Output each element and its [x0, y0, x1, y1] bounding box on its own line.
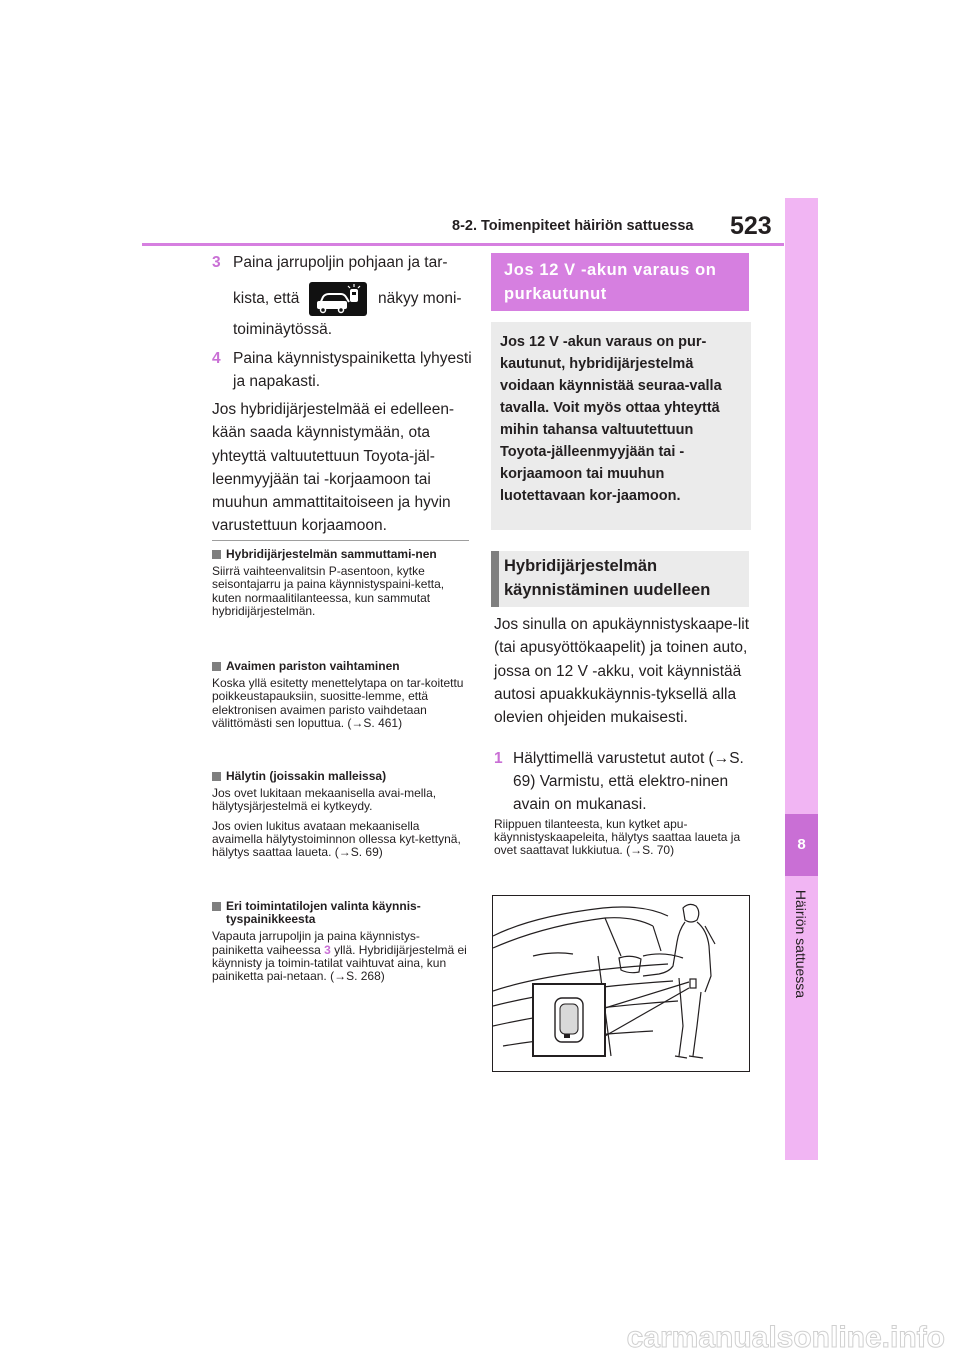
section-heading-battery [491, 253, 749, 311]
step-number: 3 [212, 254, 221, 271]
section-heading-text: Hybridijärjestelmän käynnistäminen uudelleen [504, 557, 711, 599]
heading-accent-bar [491, 551, 499, 607]
key-in-car-indicator-icon [309, 282, 367, 316]
divider [212, 540, 469, 541]
note-title-text: Hälytin (joissakin malleissa) [226, 769, 387, 783]
step-4 [212, 347, 477, 395]
note-body: Jos ovet lukitaan mekaanisella avai-mella, hälytysjärjestelmä ei kytkeydy. [212, 786, 437, 814]
body-paragraph: Jos sinulla on apukäynnistyskaape-lit (tai apusyöttökaapelit) ja toinen auto, jossa on 12 V -akku, voit käynnistää autosi apuakkukäynnis-tyksellä alla olevien ohjeiden mukaisesti. [494, 616, 750, 727]
chapter-label: Häiriön sattuessa [793, 889, 809, 999]
step-number: 4 [212, 350, 221, 367]
note-title [212, 660, 470, 673]
note-title [212, 770, 470, 783]
chapter-tab [785, 198, 818, 1160]
square-bullet-icon [212, 662, 221, 671]
info-box-text: Jos 12 V -akun varaus on pur-kautunut, hybridijärjestelmä voidaan käynnistää seuraa-valla tavalla. Voit myös ottaa yhteyttä mihin tahansa valtuutettuun Toyota-jälleenmyyjään tai -korjaamoon tai muuhun luotettavaan kor-jaamoon. [500, 334, 722, 504]
step-text-line: Paina jarrupoljin pohjaan ja tar- [233, 254, 448, 271]
header-rule [142, 243, 784, 246]
note-block [212, 548, 470, 618]
note-body-text: yllä. Hybridijärjestelmä ei käynnisty ja toimin-tatilat vaihtuvat aina, kun painiketta pai-netaan. (→S. 268) [212, 942, 467, 984]
section-title: 8-2. Toimenpiteet häiriön sattuessa [452, 218, 694, 234]
step-text: Hälyttimellä varustetut autot (→S. 69) Varmistu, että elektro-ninen avain on mukanasi. [513, 750, 744, 813]
page-number: 523 [730, 212, 772, 240]
chapter-number-badge [785, 814, 818, 876]
footer-watermark [0, 1300, 960, 1358]
step-1 [494, 747, 756, 813]
watermark-text: carmanualsonline.info [626, 1321, 945, 1354]
square-bullet-icon [212, 772, 221, 781]
note-block [212, 900, 470, 983]
note-title [212, 900, 470, 926]
note-title-text: Eri toimintatilojen valinta käynnis-tyspainikkeesta [226, 899, 421, 927]
step-text-line: näkyy moni- [378, 290, 462, 307]
note-block [212, 770, 470, 859]
chapter-label-container [786, 884, 816, 1004]
note-body [212, 930, 470, 983]
note-body: Siirrä vaihteenvalitsin P-asentoon, kytke seisontajarru ja paina käynnistyspaini-ketta, kuten normaalitilanteessa, kun sammutat hybridijärjestelmän. [212, 564, 445, 618]
note-title-text: Hybridijärjestelmän sammuttami-nen [226, 547, 437, 561]
note-body: Koska yllä esitetty menettelytapa on tar-koitettu poikkeustapauksiin, suositte-lemme, että elektronisen avaimen paristo vaihdetaan välittömästi sen loputtua. (→S. 461) [212, 676, 464, 730]
step-text-line: kista, että [233, 290, 300, 307]
body-paragraph: Jos hybridijärjestelmää ei edelleen-kään saada käynnistymään, ota yhteyttä valtuutettuun Toyota-jäl-leenmyyjään tai -korjaamoon tai muuhun ammattitaitoiseen ja hyvin varustettuun korjaamoon. [212, 401, 455, 535]
chapter-number: 8 [797, 836, 806, 853]
step-text-line: toiminäytössä. [233, 321, 333, 338]
note-block [212, 660, 470, 730]
section-heading-restart [491, 551, 749, 607]
section-heading-text: Jos 12 V -akun varaus on purkautunut [504, 261, 717, 303]
note-body-text: Vapauta jarrupoljin ja paina käynnistys-painiketta vaiheessa [212, 929, 420, 957]
square-bullet-icon [212, 550, 221, 559]
note-body: Jos ovien lukitus avataan mekaanisella avaimella hälytystoiminnon ollessa kyt-kettynä, hälytys saattaa laueta. (→S. 69) [212, 818, 461, 860]
step-text: Paina käynnistyspainiketta lyhyesti ja napakasti. [233, 350, 472, 390]
step-reference: 3 [324, 942, 331, 957]
note-title [212, 548, 470, 561]
info-box [491, 322, 751, 530]
step-number: 1 [494, 750, 503, 767]
note-body: Riippuen tilanteesta, kun kytket apu-käynnistyskaapeleita, hälytys saattaa laueta ja ovet saattavat lukkiutua. (→S. 70) [494, 817, 741, 858]
note-title-text: Avaimen pariston vaihtaminen [226, 659, 400, 673]
step-3 [212, 251, 477, 341]
square-bullet-icon [212, 902, 221, 911]
car-door-illustration [493, 896, 749, 1071]
illustration-person-at-car-door [492, 895, 750, 1072]
